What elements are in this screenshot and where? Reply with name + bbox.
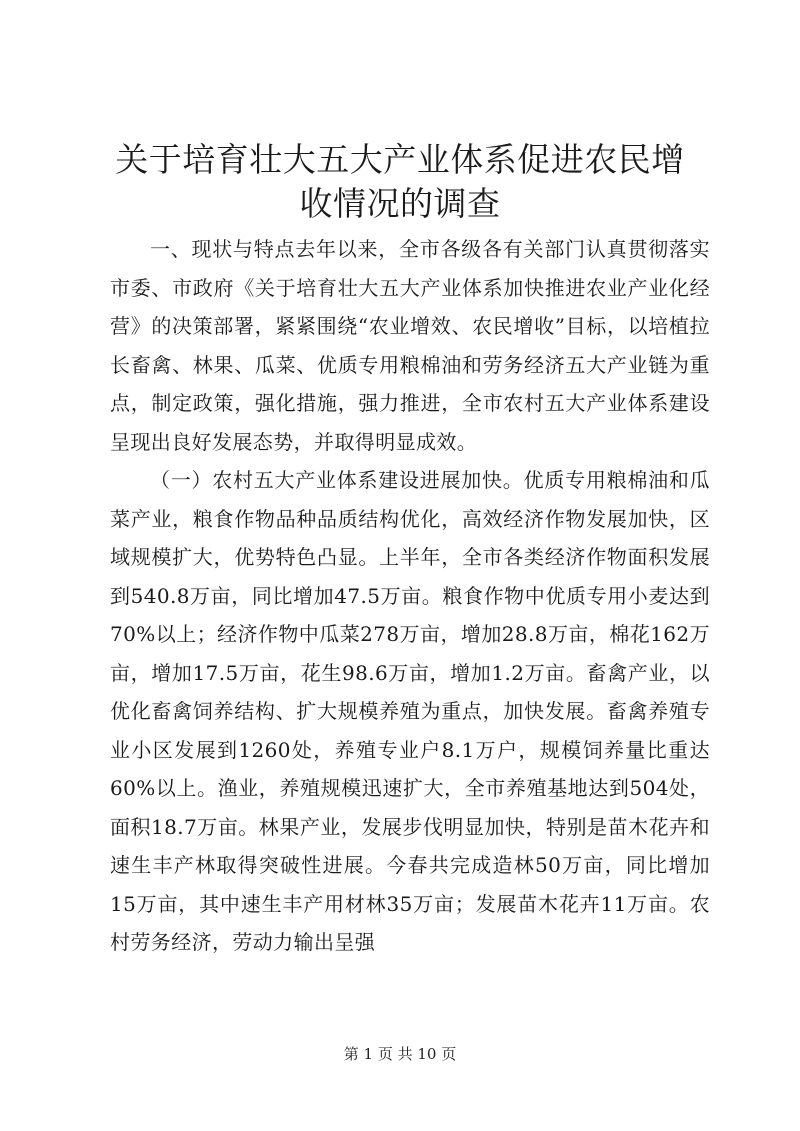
paragraph-industry-progress: （一）农村五大产业体系建设进展加快。优质专用粮棉油和瓜菜产业，粮食作物品种品质结构优化，高效经济作物发展加快，区域规模扩大，优势特色凸显。上半年，全市各类经济作物面积发展到540.8万亩，同比增加47.5万亩。粮食作物中优质专用小麦达到70%以上；经济作物中瓜菜278万亩，增加28.8万亩，棉花162万亩，增加17.5万亩，花生98.6万亩，增加1.2万亩。畜禽产业，以优化畜禽饲养结构、扩大规模养殖为重点，加快发展。畜禽养殖专业小区发展到1260处，养殖专业户8.1万户，规模饲养量比重达60%以上。渔业，养殖规模迅速扩大，全市养殖基地达到504处，面积18.7万亩。林果产业，发展步伐明显加快，特别是苗木花卉和速生丰产林取得突破性进展。今春共完成造林50万亩，同比增加15万亩，其中速生丰产用材林35万亩；发展苗木花卉11万亩。农村劳务经济，劳动力输出呈强 — [110, 468, 710, 954]
page-number-footer: 第 1 页 共 10 页 — [343, 1045, 457, 1063]
document-body — [110, 230, 710, 962]
document-title: 关于培育壮大五大产业体系促进农民增收情况的调查 — [115, 140, 685, 223]
paragraph-status-and-features: 一、现状与特点去年以来，全市各级各有关部门认真贯彻落实市委、市政府《关于培育壮大五大产业体系加快推进农业产业化经营》的决策部署，紧紧围绕“农业增效、农民增收”目标，以培植拉长畜禽、林果、瓜菜、优质专用粮棉油和劳务经济五大产业链为重点，制定政策，强化措施，强力推进，全市农村五大产业体系建设呈现出良好发展态势，并取得明显成效。 — [110, 237, 710, 454]
